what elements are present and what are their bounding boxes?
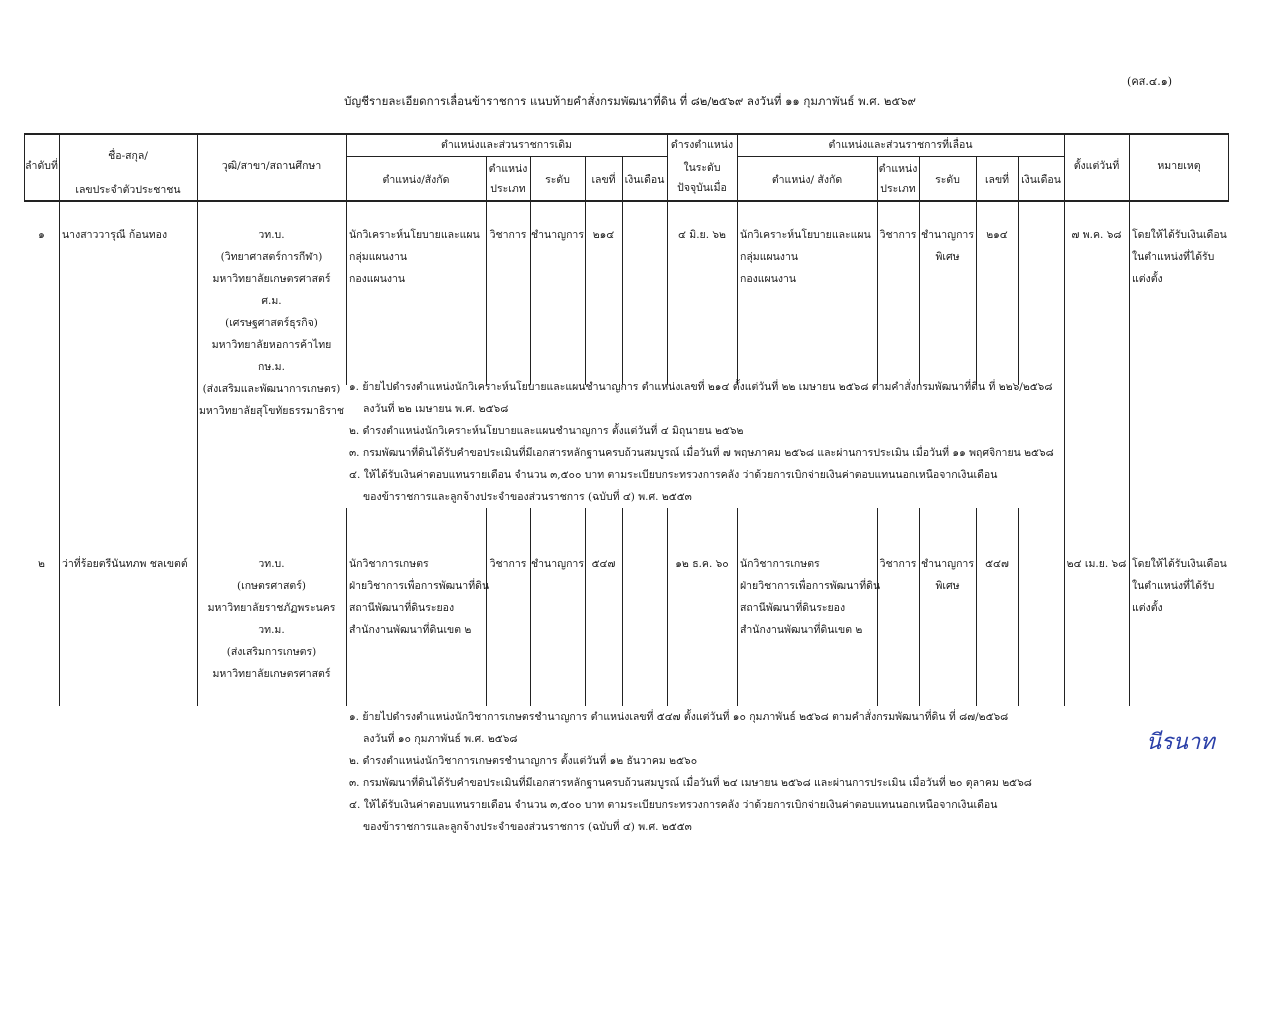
form-code: (คส.๔.๑)	[1127, 75, 1172, 88]
row-new-position: นักวิชาการเกษตร ฝ่ายวิชาการเพื่อการพัฒนาที่ดิน สถานีพัฒนาที่ดินระยอง สำนักงานพัฒนาที่ดินเขต ๒	[740, 558, 881, 636]
row-old-number: ๕๔๗	[591, 558, 616, 570]
document-title: บัญชีรายละเอียดการเลื่อนข้าราชการ แนบท้ายคำสั่งกรมพัฒนาที่ดิน ที่ ๘๒/๒๕๖๙ ลงวันที่ ๑๑ กุมภาพันธ์ พ.ศ. ๒๕๖๙	[344, 94, 916, 108]
row-since: ๒๔ เม.ย. ๖๘	[1066, 558, 1127, 570]
row-old-number: ๒๑๔	[592, 229, 615, 241]
row-notes: ๑. ย้ายไปดำรงตำแหน่งนักวิชาการเกษตรชำนาญการ ตำแหน่งเลขที่ ๕๔๗ ตั้งแต่วันที่ ๑๐ กุมภาพันธ์ ๒๕๖๘ ตามคำสั่งกรมพัฒนาที่ดิน ที่ ๘๗/๒๕๖๘ ลงวันที่ ๑๐ กุมภาพันธ์ พ.ศ. ๒๕๖๘ ๒. ดำรงตำแหน่งนักวิชาการเกษตรชำนาญการ ตั้งแต่วันที่ ๑๒ ธันวาคม ๒๕๖๐ ๓. กรมพัฒนาที่ดินได้รับคำขอประเมินที่มีเอกสารหลักฐานครบถ้วนสมบูรณ์ เมื่อวันที่ ๒๔ เมษายน ๒๕๖๘ และผ่านการประเมิน เมื่อวันที่ ๒๐ ตุลาคม ๒๕๖๘ ๔. ให้ได้รับเงินค่าตอบแทนรายเดือน จำนวน ๓,๕๐๐ บาท ตามระเบียบกระทรวงการคลัง ว่าด้วยการเบิกจ่ายเงินค่าตอบแทนนอกเหนือจากเงินเดือน ของข้าราชการและลูกจ้างประจำของส่วนราชการ (ฉบับที่ ๔) พ.ศ. ๒๕๕๓	[349, 711, 1032, 833]
header-new-type-line2: ประเภท	[880, 183, 916, 195]
row-old-position: นักวิชาการเกษตร ฝ่ายวิชาการเพื่อการพัฒนาที่ดิน สถานีพัฒนาที่ดินระยอง สำนักงานพัฒนาที่ดินเขต ๒	[349, 558, 490, 636]
row-remark: โดยให้ได้รับเงินเดือน ในตำแหน่งที่ได้รับ แต่งตั้ง	[1132, 229, 1227, 285]
row-new-type: วิชาการ	[879, 229, 917, 241]
header-new-position: ตำแหน่ง/ สังกัด	[771, 174, 843, 186]
row-old-position: นักวิเคราะห์นโยบายและแผน กลุ่มแผนงาน กองแผนงาน	[349, 229, 480, 285]
row-name: นางสาววารุณี ก้อนทอง	[62, 229, 168, 241]
header-new-number: เลขที่	[984, 174, 1010, 186]
header-remark: หมายเหตุ	[1157, 160, 1201, 172]
header-since: ตั้งแต่วันที่	[1073, 160, 1120, 172]
row-notes: ๑. ย้ายไปดำรงตำแหน่งนักวิเคราะห์นโยบายและแผนชำนาญการ ตำแหน่งเลขที่ ๒๑๔ ตั้งแต่วันที่ ๒๒ เมษายน ๒๕๖๘ ตามคำสั่งกรมพัฒนาที่ดิน ที่ ๒๒๖/๒๕๖๘ ลงวันที่ ๒๒ เมษายน พ.ศ. ๒๕๖๘ ๒. ดำรงตำแหน่งนักวิเคราะห์นโยบายและแผนชำนาญการ ตั้งแต่วันที่ ๔ มิถุนายน ๒๕๖๒ ๓. กรมพัฒนาที่ดินได้รับคำขอประเมินที่มีเอกสารหลักฐานครบถ้วนสมบูรณ์ เมื่อวันที่ ๗ พฤษภาคม ๒๕๖๘ และผ่านการประเมิน เมื่อวันที่ ๑๑ พฤศจิกายน ๒๕๖๘ ๔. ให้ได้รับเงินค่าตอบแทนรายเดือน จำนวน ๓,๕๐๐ บาท ตามระเบียบกระทรวงการคลัง ว่าด้วยการเบิกจ่ายเงินค่าตอบแทนนอกเหนือจากเงินเดือน ของข้าราชการและลูกจ้างประจำของส่วนราชการ (ฉบับที่ ๔) พ.ศ. ๒๕๕๓	[349, 381, 1054, 503]
header-old-type-line2: ประเภท	[490, 183, 526, 195]
header-held-line2: ในระดับ	[683, 162, 721, 174]
header-old-salary: เงินเดือน	[624, 174, 665, 186]
header-held-line3: ปัจจุบันเมื่อ	[677, 182, 727, 194]
row-new-position: นักวิเคราะห์นโยบายและแผน กลุ่มแผนงาน กองแผนงาน	[740, 229, 871, 285]
row-degree: วท.บ. (วิทยาศาสตร์การกีฬา) มหาวิทยาลัยเกษตรศาสตร์ ศ.ม. (เศรษฐศาสตร์ธุรกิจ) มหาวิทยาลัยหอการค้าไทย กษ.ม. (ส่งเสริมและพัฒนาการเกษตร) มหาวิทยาลัยสุโขทัยธรรมาธิราช	[198, 229, 345, 417]
row-degree: วท.บ. (เกษตรศาสตร์) มหาวิทยาลัยราชภัฏพระนคร วท.ม. (ส่งเสริมการเกษตร) มหาวิทยาลัยเกษตรศาสตร์	[207, 558, 336, 680]
header-name-line1: ชื่อ-สกุล/	[108, 150, 148, 162]
row-remark: โดยให้ได้รับเงินเดือน ในตำแหน่งที่ได้รับ แต่งตั้ง	[1132, 558, 1227, 614]
row-new-level: ชำนาญการ พิเศษ	[921, 229, 974, 263]
header-old-level: ระดับ	[545, 174, 570, 186]
row-new-number: ๒๑๔	[986, 229, 1008, 241]
row-old-level: ชำนาญการ	[531, 558, 584, 570]
header-old-position: ตำแหน่ง/สังกัด	[382, 174, 450, 186]
header-old-number: เลขที่	[591, 174, 616, 186]
header-old-group: ตำแหน่งและส่วนราชการเดิม	[441, 139, 572, 151]
header-degree: วุฒิ/สาขา/สถานศึกษา	[221, 160, 322, 172]
header-held-line1: ดำรงตำแหน่ง	[670, 139, 734, 151]
row-old-level: ชำนาญการ	[531, 229, 584, 241]
header-new-salary: เงินเดือน	[1021, 174, 1061, 186]
row-new-level: ชำนาญการ พิเศษ	[921, 558, 974, 592]
row-old-type: วิชาการ	[489, 229, 527, 241]
row-new-number: ๕๔๗	[985, 558, 1009, 570]
row-seq: ๑	[38, 229, 45, 241]
row-new-type: วิชาการ	[879, 558, 917, 570]
row-old-type: วิชาการ	[489, 558, 527, 570]
header-new-type-line1: ตำแหน่ง	[878, 163, 918, 175]
header-new-level: ระดับ	[935, 174, 960, 186]
header-old-type-line1: ตำแหน่ง	[488, 163, 528, 175]
header-name-line2: เลขประจำตัวประชาชน	[75, 184, 181, 196]
row-held-since: ๑๒ ธ.ค. ๖๐	[675, 558, 729, 570]
header-new-group: ตำแหน่งและส่วนราชการที่เลื่อน	[828, 139, 973, 151]
row-held-since: ๔ มิ.ย. ๖๒	[678, 229, 726, 241]
signature: นีรนาท	[1146, 730, 1215, 755]
row-seq: ๒	[38, 558, 45, 570]
row-since: ๗ พ.ค. ๖๘	[1071, 229, 1122, 241]
header-seq: ลำดับที่	[25, 160, 58, 172]
row-name: ว่าที่ร้อยตรีนันทภพ ชลเขตต์	[62, 558, 188, 570]
